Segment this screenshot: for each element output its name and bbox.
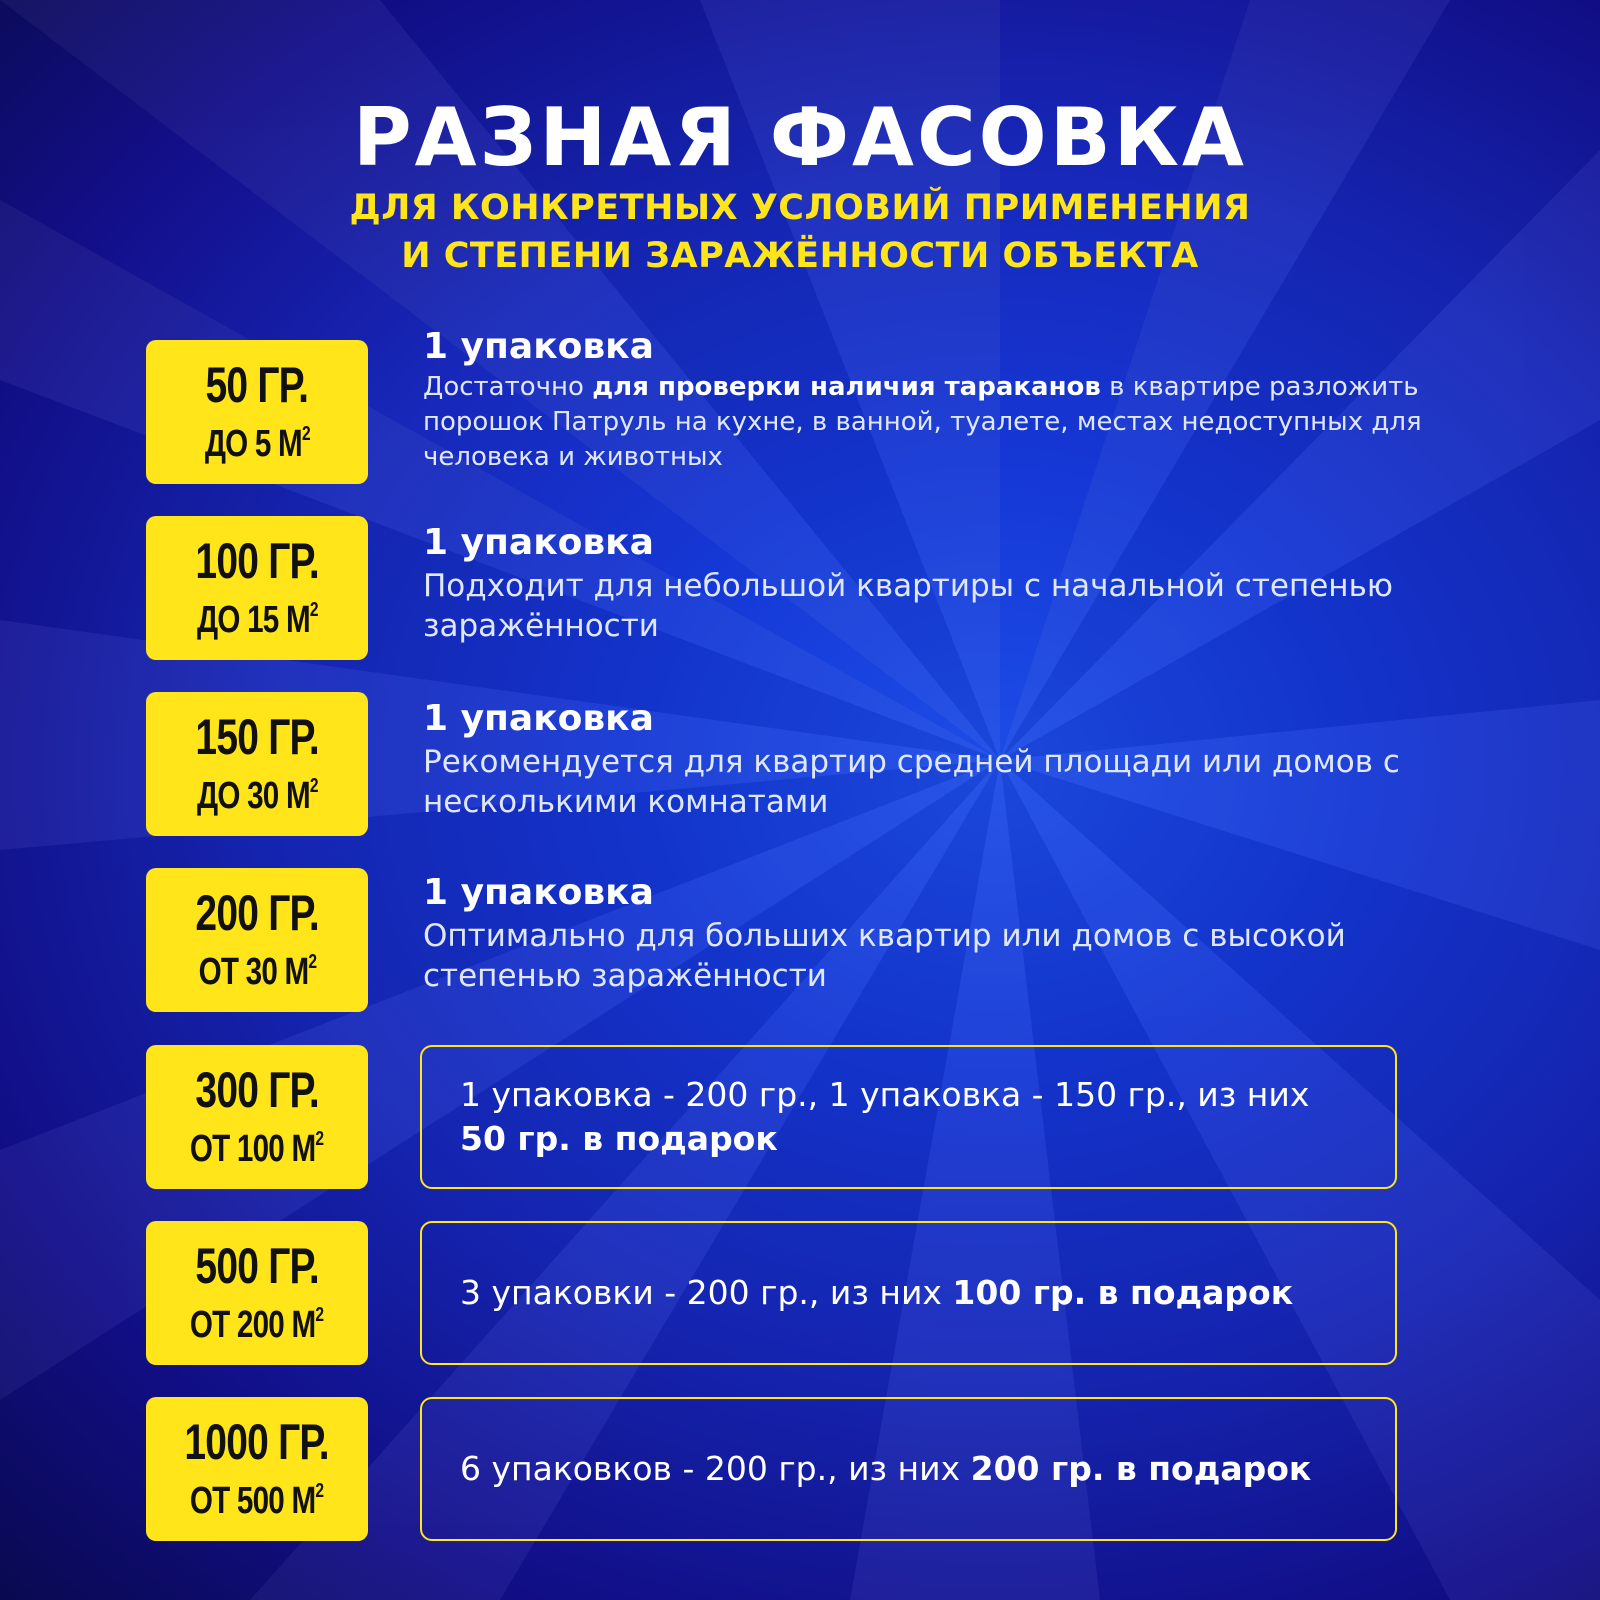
size-info-200 [423, 870, 1503, 996]
info-description: Подходит для небольшой квартиры с начальной степенью заражённости [423, 568, 1393, 644]
size-info-150 [423, 696, 1503, 822]
size-badge-200 [146, 868, 368, 1012]
badge-area: ДО 15 $М^2$ [196, 599, 318, 641]
badge-area: ОТ 100 $М^2$ [190, 1128, 324, 1170]
badge-weight: 150 ГР. [195, 709, 319, 765]
size-badge-300 [146, 1045, 368, 1189]
badge-area: ОТ 500 $М^2$ [190, 1480, 324, 1522]
size-badge-500 [146, 1221, 368, 1365]
page-title: РАЗНАЯ ФАСОВКА [353, 91, 1247, 184]
badge-area: ДО 30 $М^2$ [196, 775, 318, 817]
size-info-50 [423, 324, 1503, 475]
badge-weight: 200 ГР. [195, 885, 319, 941]
info-heading: 1 упаковка [423, 522, 654, 563]
badge-weight: 100 ГР. [195, 533, 319, 589]
info-heading: 1 упаковка [423, 872, 654, 913]
badge-weight: 50 ГР. [205, 357, 309, 413]
bundle-box-300 [420, 1045, 1397, 1189]
info-heading: 1 упаковка [423, 698, 654, 739]
badge-weight: 300 ГР. [195, 1062, 319, 1118]
subtitle-line-2: И СТЕПЕНИ ЗАРАЖЁННОСТИ ОБЪЕКТА [401, 236, 1199, 276]
page-subtitle [0, 184, 1600, 280]
subtitle-line-1: ДЛЯ КОНКРЕТНЫХ УСЛОВИЙ ПРИМЕНЕНИЯ [349, 188, 1251, 228]
size-badge-100 [146, 516, 368, 660]
info-description: Оптимально для больших квартир или домов с высокой степенью заражённости [423, 918, 1346, 994]
badge-area: ОТ 30 $М^2$ [198, 951, 316, 993]
badge-area: ОТ 200 $М^2$ [190, 1304, 324, 1346]
bundle-text: 3 упаковки - 200 гр., из них 100 гр. в подарок [460, 1273, 1294, 1312]
size-badge-50 [146, 340, 368, 484]
badge-area: ДО 5 $М^2$ [204, 423, 310, 465]
bundle-box-1000 [420, 1397, 1397, 1541]
info-description: Достаточно для проверки наличия тараканов в квартире разложить порошок Патруль на кухне, в ванной, туалете, местах недоступных для человека и животных [423, 372, 1422, 472]
bundle-box-500 [420, 1221, 1397, 1365]
bundle-text: 1 упаковка - 200 гр., 1 упаковка - 150 гр., из них 50 гр. в подарок [460, 1075, 1310, 1158]
badge-weight: 500 ГР. [195, 1238, 319, 1294]
size-badge-150 [146, 692, 368, 836]
badge-weight: 1000 ГР. [184, 1414, 330, 1470]
info-heading: 1 упаковка [423, 326, 654, 367]
size-info-100 [423, 520, 1503, 646]
bundle-text: 6 упаковков - 200 гр., из них 200 гр. в подарок [460, 1449, 1312, 1488]
info-description: Рекомендуется для квартир средней площади или домов с несколькими комнатами [423, 744, 1400, 820]
size-badge-1000 [146, 1397, 368, 1541]
